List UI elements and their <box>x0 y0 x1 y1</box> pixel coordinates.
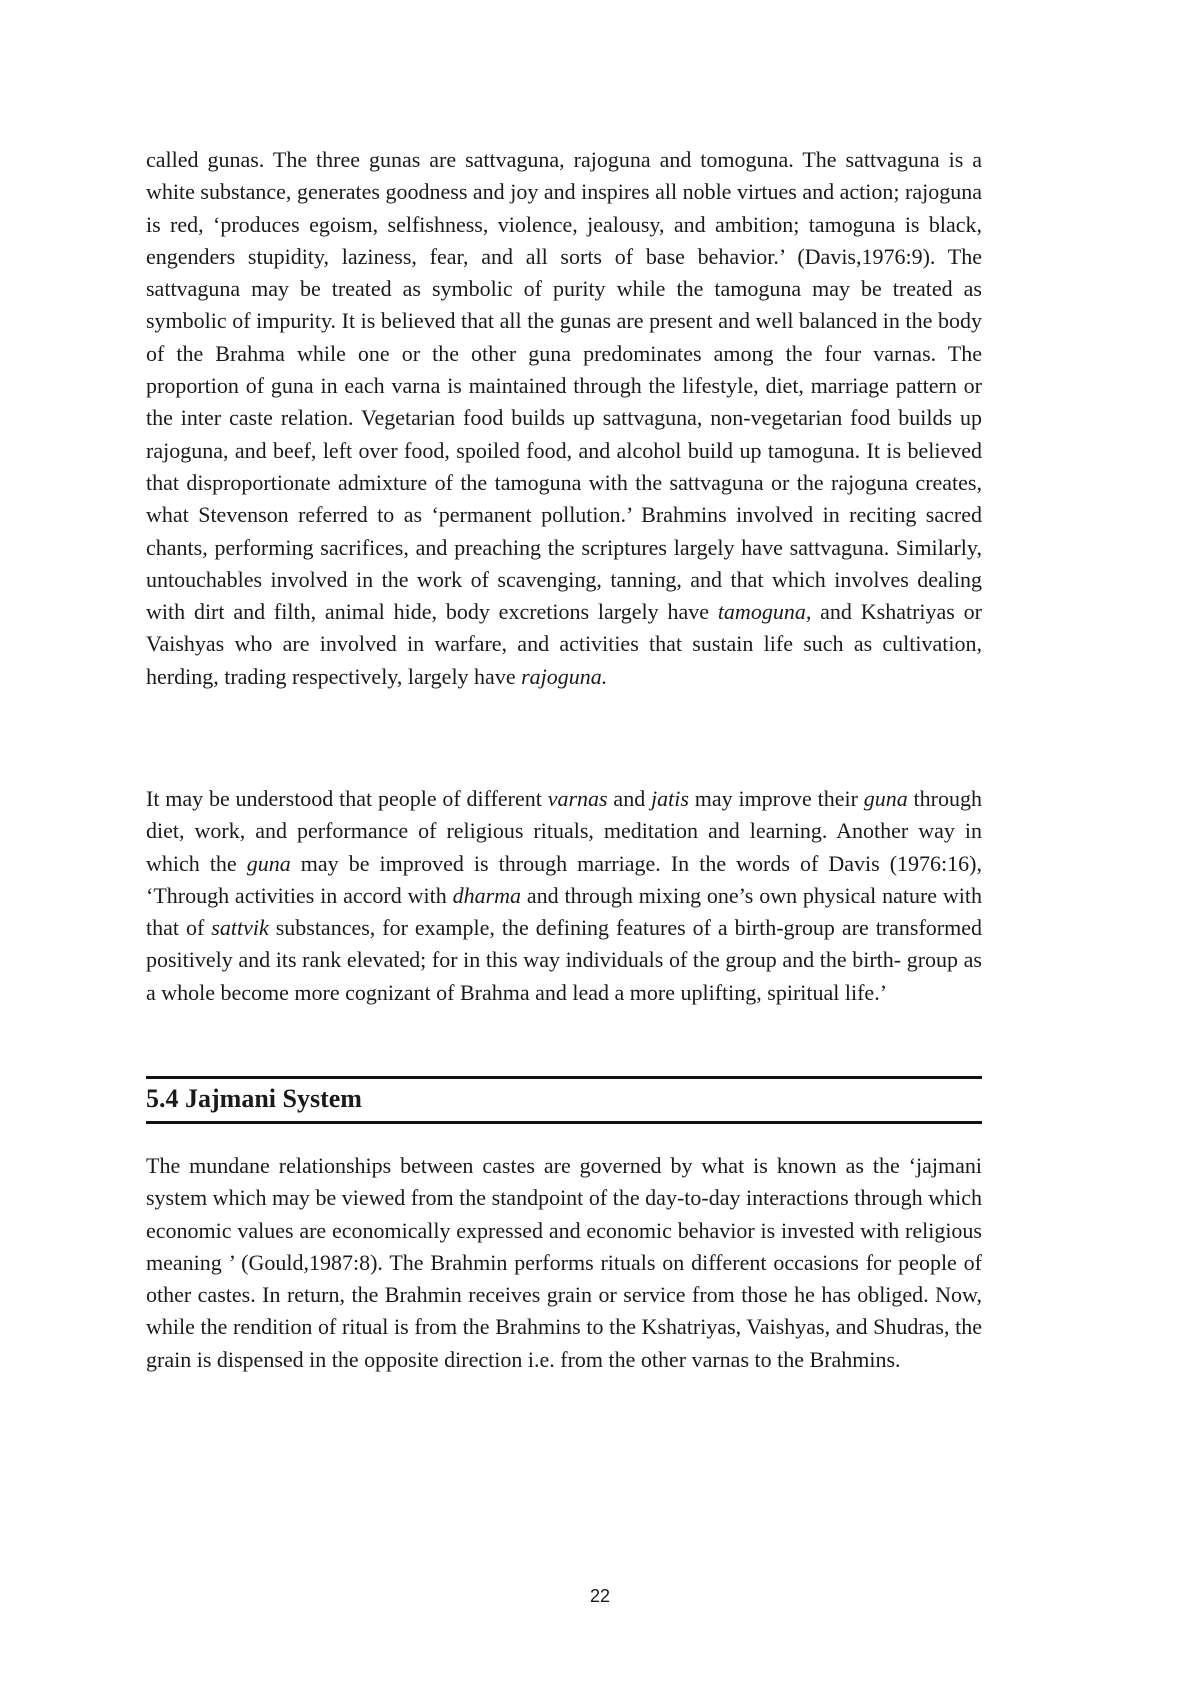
paragraph-improving-guna <box>146 783 982 1009</box>
italic-term: rajoguna. <box>521 663 608 689</box>
heading-rule-top <box>146 1076 982 1079</box>
italic-term: guna <box>863 786 908 811</box>
text-run: may improve their <box>688 786 864 811</box>
section-heading: 5.4 Jajmani System <box>146 1084 362 1113</box>
text-run: It may be understood that people of different <box>146 786 548 811</box>
italic-term: guna <box>246 850 291 876</box>
text-run: may be improved is through marriage. In the words of Davis (1976:16), ‘Through activities in accord with <box>146 850 982 908</box>
italic-term: sattvik <box>211 915 269 941</box>
italic-term: jatis <box>651 786 689 811</box>
text-run: substances, for example, the defining features of a birth-group are transformed positively and its rank elevated; for in this way individuals of the group and the birth- group as a whole become more cognizant of Brahma and lead a more uplifting, spiritual life.’ <box>146 915 982 1005</box>
italic-term: dharma <box>452 882 522 908</box>
text-run: through diet, work, and performance of religious rituals, meditation and learning. Another way in which the <box>146 786 982 876</box>
text-run: and Kshatriyas or Vaishyas who are involved in warfare, and activities that sustain life such as cultivation, herding, trading respectively, largely have <box>146 599 983 689</box>
heading-rule-bottom <box>146 1121 982 1124</box>
text-run: and <box>607 786 652 811</box>
paragraph-gunas <box>146 144 982 693</box>
page-number: 22 <box>589 1586 611 1606</box>
italic-term: tamoguna, <box>717 599 812 625</box>
italic-term: varnas <box>547 786 608 811</box>
text-run: called gunas. The three gunas are sattvaguna, rajoguna and tomoguna. The sattvaguna is a white substance, generates goodness and joy and inspires all noble virtues and action; rajoguna is red, ‘produces egoism, selfishness, violence, jealousy, and ambition; tamoguna is black, engenders stupidity, laziness, fear, and all sorts of base behavior.’ (Davis,1976:9). The sattvaguna may be treated as symbolic of purity while the tamoguna may be treated as symbolic of impurity. It is believed that all the gunas are present and well balanced in the body of the Brahma while one or the other guna predominates among the four varnas. The proportion of guna in each varna is maintained through the lifestyle, diet, marriage pattern or the inter caste relation. Vegetarian food builds up sattvaguna, non-vegetarian food builds up rajoguna, and beef, left over food, spoiled food, and alcohol build up tamoguna. It is believed that disproportionate admixture of the tamoguna with the sattvaguna or the rajoguna creates, what Stevenson referred to as ‘permanent pollution.’ Brahmins involved in reciting sacred chants, performing sacrifices, and preaching the scriptures largely have sattvaguna. Similarly, untouchables involved in the work of scavenging, tanning, and that which involves dealing with dirt and filth, animal hide, body excretions largely have <box>146 147 982 625</box>
paragraph-jajmani-system <box>146 1150 982 1376</box>
text-run: and through mixing one’s own physical nature with that of <box>146 882 982 941</box>
text-run: The mundane relationships between castes are governed by what is known as the ‘jajmani system which may be viewed from the standpoint of the day-to-day interactions through which economic values are economically expressed and economic behavior is invested with religious meaning ’ (Gould,1987:8). The Brahmin performs rituals on different occasions for people of other castes. In return, the Brahmin receives grain or service from those he has obliged. Now, while the rendition of ritual is from the Brahmins to the Kshatriyas, Vaishyas, and Shudras, the grain is dispensed in the opposite direction i.e. from the other varnas to the Brahmins. <box>146 1153 982 1372</box>
